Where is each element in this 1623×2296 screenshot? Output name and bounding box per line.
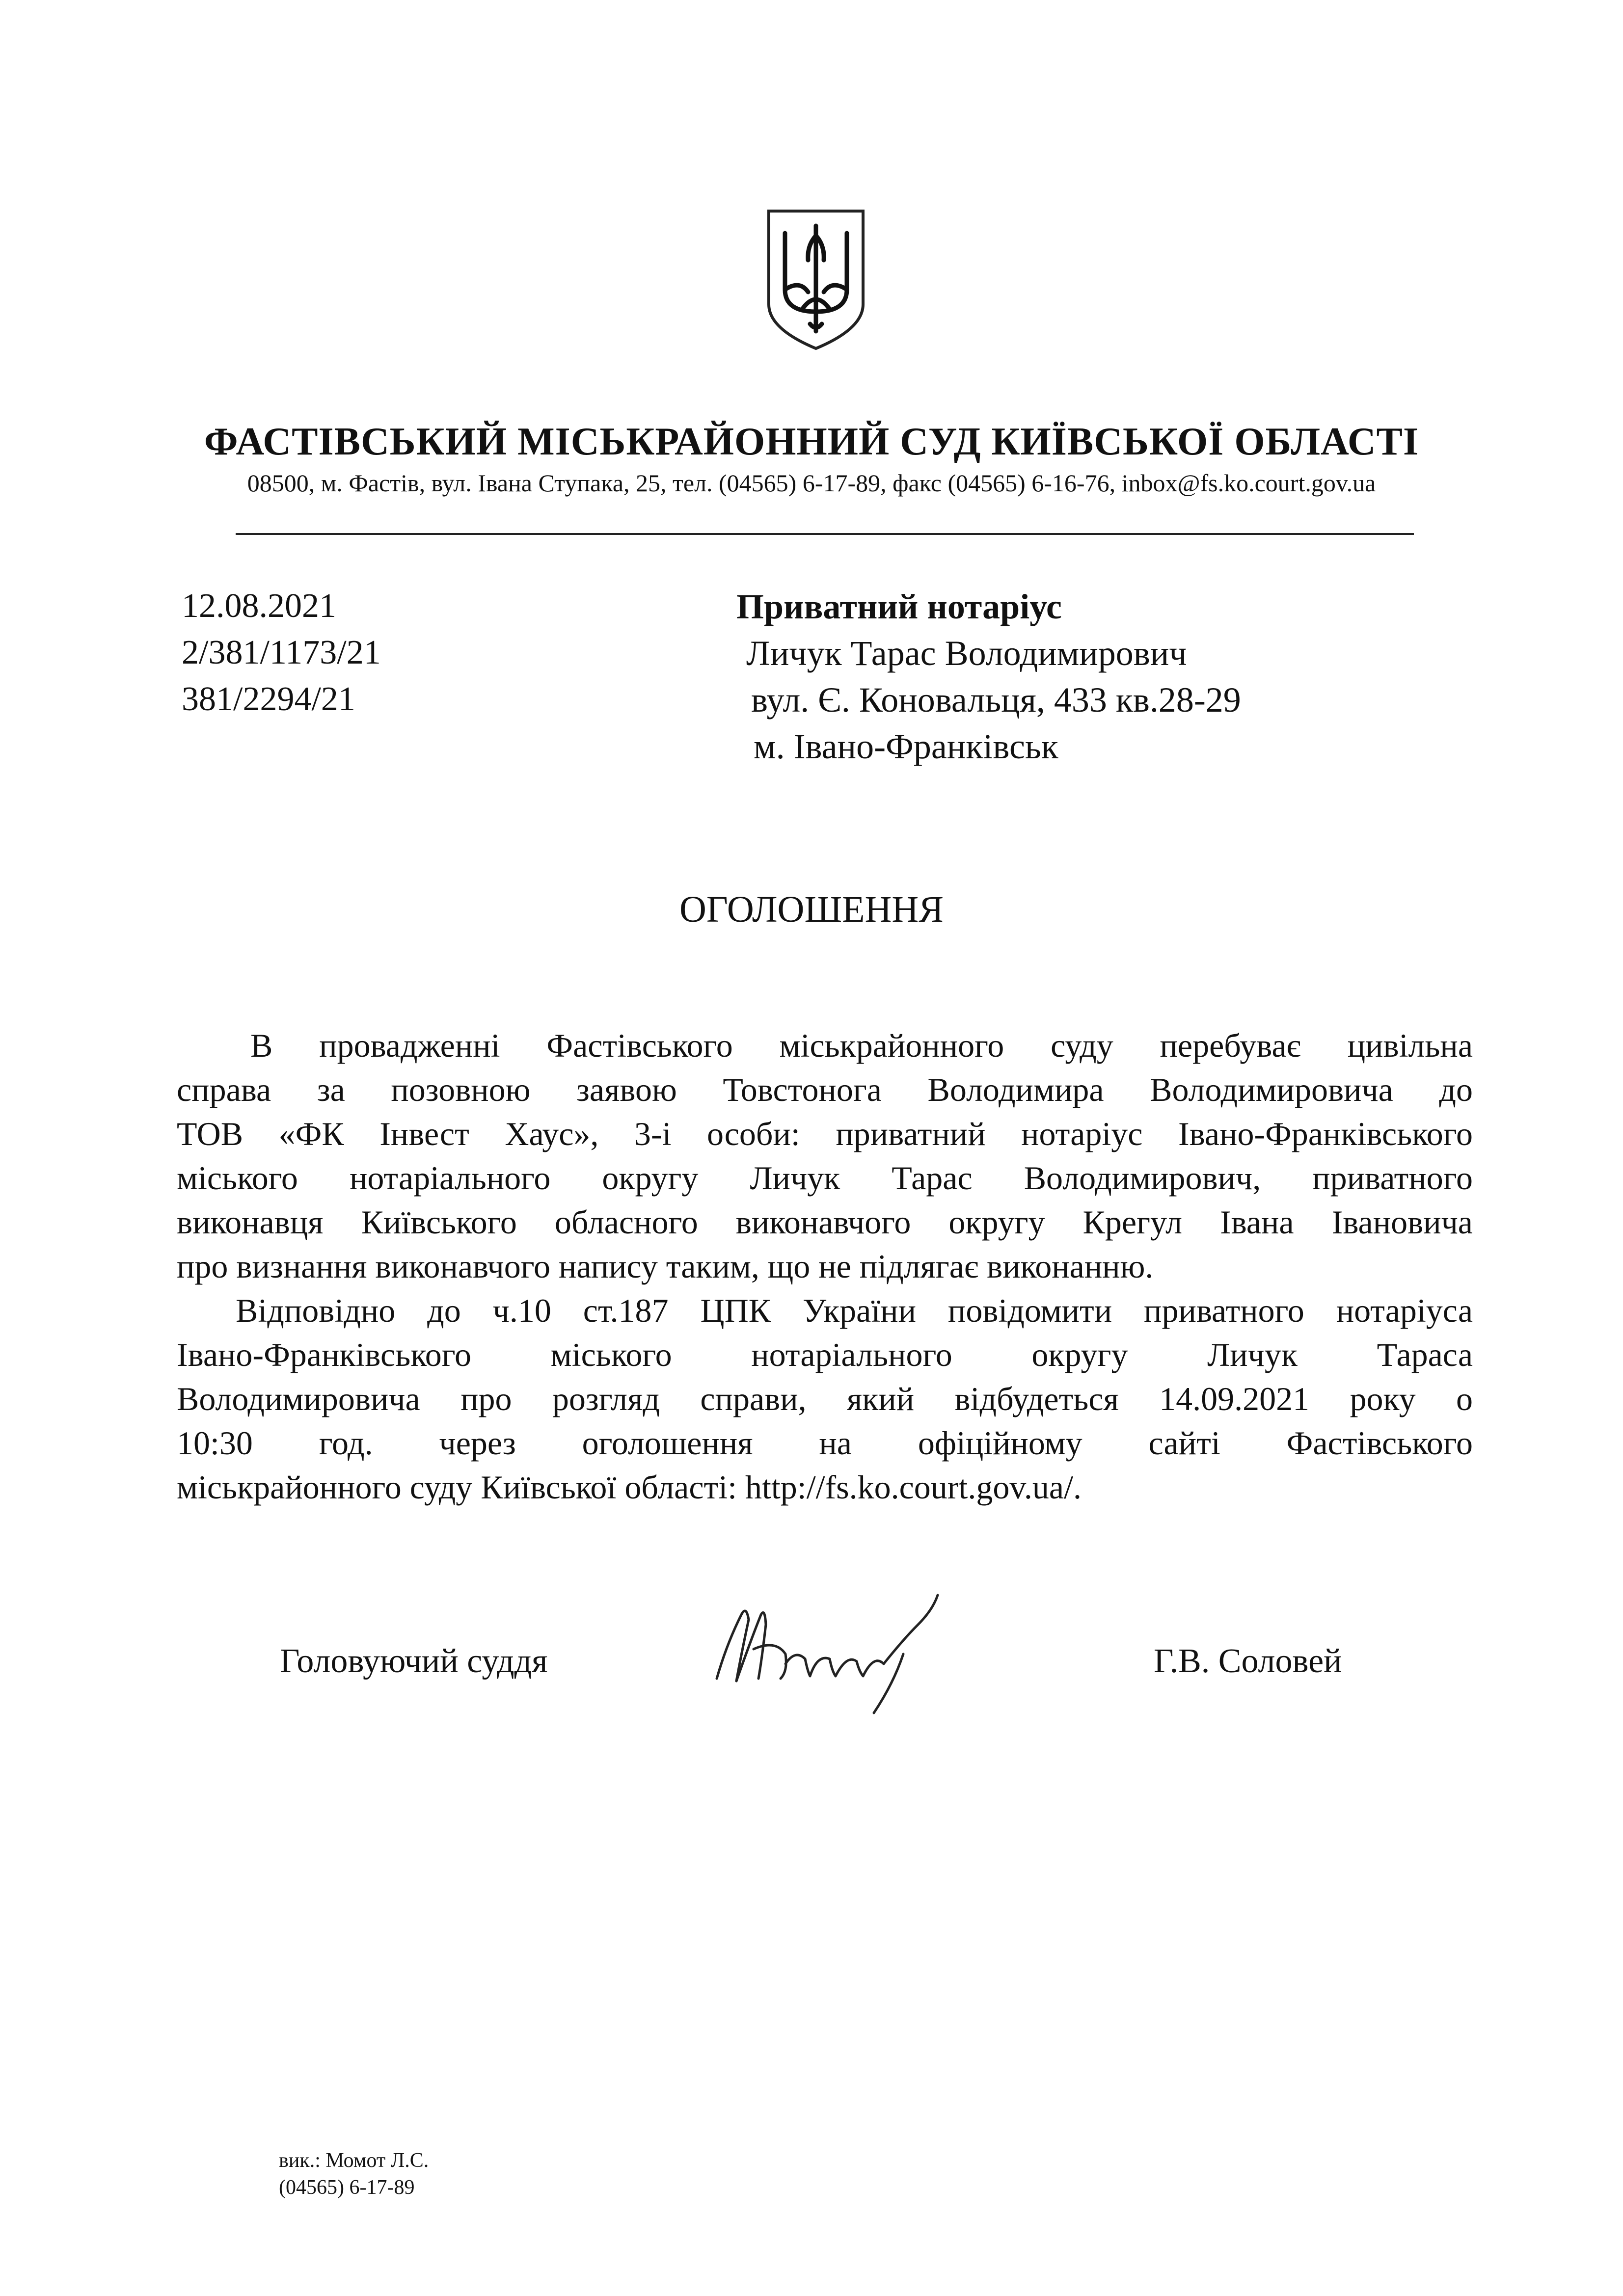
recipient-street: вул. Є. Коновальця, 433 кв.28-29: [751, 680, 1241, 720]
paragraph-case-description: [177, 1023, 1473, 1288]
document-date: 12.08.2021: [182, 587, 336, 625]
paragraph-line: В провадженні Фастівського міськрайонного суду перебуває цивільна: [250, 1027, 1473, 1064]
paragraph-line: про визнання виконавчого напису таким, що не підлягає виконанню.: [177, 1248, 1154, 1285]
paragraph-line: Івано-Франківського міського нотаріального округу Личук Тараса: [177, 1336, 1473, 1373]
recipient-title: Приватний нотаріус: [736, 587, 1062, 626]
paragraph-line: Володимировича про розгляд справи, який відбудеться 14.09.2021 року о: [177, 1380, 1473, 1417]
signer-name: Г.В. Соловей: [1154, 1642, 1342, 1680]
signer-role: Головуючий суддя: [280, 1642, 548, 1680]
paragraph-line: Відповідно до ч.10 ст.187 ЦПК України повідомити приватного нотаріуса: [236, 1292, 1473, 1329]
paragraph-line: 10:30 год. через оголошення на офіційному сайті Фастівського: [177, 1424, 1473, 1462]
recipient-city: м. Івано-Франківськ: [754, 727, 1058, 766]
reference-number: 2/381/1173/21: [182, 634, 381, 671]
court-address: 08500, м. Фастів, вул. Івана Ступака, 25, тел. (04565) 6-17-89, факс (04565) 6-16-76, inbox@fs.ko.court.gov.ua: [247, 469, 1376, 497]
paragraph-notification: [177, 1288, 1473, 1509]
paragraph-line: справа за позовною заявою Товстонога Володимира Володимировича до: [177, 1071, 1473, 1108]
handwritten-signature: [707, 1585, 1001, 1733]
paragraph-line: міськрайонного суду Київської області: http://fs.ko.court.gov.ua/.: [177, 1468, 1082, 1506]
executor-name: вик.: Момот Л.С.: [279, 2149, 429, 2172]
announcement-title: ОГОЛОШЕННЯ: [679, 889, 944, 930]
executor-info: [279, 2147, 429, 2201]
header-divider: [236, 533, 1414, 535]
paragraph-line: міського нотаріального округу Личук Тарас Володимирович, приватного: [177, 1159, 1473, 1197]
paragraph-line: виконавця Київського обласного виконавчого округу Крегул Івана Івановича: [177, 1203, 1473, 1241]
recipient-name: Личук Тарас Володимирович: [746, 634, 1187, 673]
executor-phone: (04565) 6-17-89: [279, 2176, 415, 2199]
coat-of-arms-icon: [763, 206, 869, 353]
court-name: ФАСТІВСЬКИЙ МІСЬКРАЙОННИЙ СУД КИЇВСЬКОЇ ОБЛАСТІ: [204, 420, 1419, 463]
paragraph-line: ТОВ «ФК Інвест Хаус», 3-і особи: приватний нотаріус Івано-Франківського: [177, 1115, 1473, 1152]
case-number: 381/2294/21: [182, 680, 355, 718]
